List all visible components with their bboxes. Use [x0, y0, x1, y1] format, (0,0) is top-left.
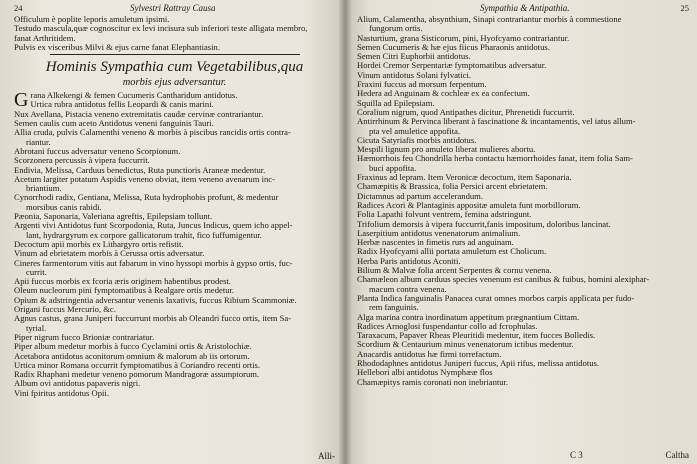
- text-line: Radix Hyofcyami allii portata amuletum est Cholicum.: [357, 247, 547, 257]
- text-line: Piper album medetur morbis à fucco Cyclamini ortis & Aristolochiæ.: [14, 342, 252, 352]
- right-catchword: Caltha: [665, 450, 689, 460]
- text-line: Rhododaphnes antidotus Juniperi fuccus, Apii rifus, melissa antidotus.: [357, 358, 600, 368]
- text-line: Origani fuccus Mercurio, &c.: [14, 305, 116, 315]
- text-line: Acetum largiter potatum Aspidis veneno obviat, item veneno avenarum inc-: [14, 174, 275, 184]
- left-page: [0, 0, 345, 464]
- text-line: Album ovi antidotus papaveris nigri.: [14, 379, 141, 389]
- section-subheading: morbis ejus adversantur.: [122, 77, 227, 89]
- text-line: Trifolium demorsis à vipera fuccurrit,fanis impositum, doloribus lancinat.: [357, 219, 611, 229]
- text-line: Radix Rhaphani medetur veneno pomorum Mandragoræ assumptorum.: [14, 370, 260, 380]
- text-line: Hæmorrhois feu Chondrilla herba contactu hæmorrhoides fanat, item folia Sam-: [357, 154, 633, 164]
- text-line: Folia Lapathi folvunt ventrem, femina adstringunt.: [357, 210, 532, 220]
- text-line: Squilla ad Epilepsiam.: [357, 98, 435, 108]
- text-line: Radices Arnoglosi fuspendantur collo ad fcrophulas.: [357, 321, 538, 331]
- text-line: Piper nigrum fucco Brioniæ contrariatur.: [14, 332, 155, 342]
- text-line: Alga marina contra inordinatum appetitum prægnantium Cittam.: [357, 312, 580, 322]
- left-page-number: 24: [14, 3, 23, 13]
- text-line: Urtica rubra antidotus fellis Leopardi & canis marini.: [30, 100, 214, 110]
- text-line: Chamæpitys ramis coronati non inebriantur.: [357, 377, 509, 387]
- text-line: Cynorrhodi radix, Gentiana, Melissa, Ruta hydrophobis profunt, & medentur: [14, 193, 279, 203]
- text-line: Nux Avellana, Pistacia veneno extremitatis caudæ cervinæ contrariantur.: [14, 109, 264, 119]
- right-page-number: 25: [680, 3, 689, 13]
- text-line: Laserpitium antidotus venenatorum animalium.: [357, 228, 521, 238]
- text-line: Scordium & Centaurium minus venenatorum ictibus medentur.: [357, 340, 574, 350]
- text-line: lant, hydrargyrum ex corpore gallicatorum trahit, fico fuffumigentur.: [26, 230, 262, 240]
- text-line: currit.: [26, 267, 47, 277]
- text-line: Herbæ nascentes in fimetis rurs ad anguinam.: [357, 238, 514, 248]
- text-line: Abrotani fuccus adversatur veneno Scorpionum.: [14, 146, 181, 156]
- section-rule: [50, 54, 300, 55]
- drop-cap: G: [14, 89, 29, 112]
- text-line: Mespili lignum pro amuleto liberat mulieres abortu.: [357, 145, 536, 155]
- section-heading: Hominis Sympathia cum Vegetabilibus,qua: [45, 59, 304, 76]
- text-line: Endivia, Melissa, Carduus benedictus, Ruta punctioris Araneæ medentur.: [14, 165, 266, 175]
- right-body-lines: [357, 15, 689, 387]
- text-line: Cicuta Satyriafis morbis antidotus.: [357, 135, 477, 145]
- text-line: Argenti vivi Antidotus funt Scorpodonia, Ruta, Juncus Indicus, quem icho appel-: [14, 221, 293, 231]
- text-line: Chamæleon album carduus species venenum est canibus & fuibus, homini alexiphar-: [357, 275, 650, 285]
- text-line: riantur.: [26, 137, 51, 147]
- text-line: Urtica minor Romana occurrit fymptomatibus à Coriandro recenti ortis.: [14, 360, 261, 370]
- text-line: macum contra venena.: [369, 284, 447, 294]
- text-line: Nasturtium, grana Sisticorum, pini, Hyofcyamo contrariantur.: [357, 33, 570, 43]
- text-line: tyrial.: [26, 323, 47, 333]
- text-line: Anacardis antidotus hæ firmi torrefactum.: [357, 349, 502, 359]
- text-line: Chamæpitis & Brassica, folia Persici arcent ebrietatem.: [357, 182, 548, 192]
- left-body-lines: [14, 91, 335, 398]
- right-page: [345, 0, 697, 464]
- text-line: Testudo mascula,quæ cognoscitur ex levi incisura sub inferiori teste alligata membro,: [14, 24, 308, 34]
- text-line: Scorzonera percussis à vipera fuccurrit.: [14, 156, 150, 166]
- text-line: Antirrhinum & Pervinca liberant à fascinatione & incantamentis, vel iatus allum-: [357, 117, 636, 127]
- text-line: Hordei Cremor Serpentariæ fymptomatibus adversatur.: [357, 61, 547, 71]
- left-running-head: [14, 3, 335, 14]
- left-running-title: Sylvestri Rattray Causa: [130, 3, 216, 13]
- text-line: Coralium nigrum, quod Antipathes dicitur, Phrenetidi fuccurrit.: [357, 107, 575, 117]
- signature-mark: C 3: [570, 450, 583, 460]
- text-line: Opium & adstringentia adversantur venenis laxativis, fuccus Ribium Scammoniæ.: [14, 295, 297, 305]
- left-top-lines: [14, 15, 335, 52]
- text-line: rem fanguinis.: [369, 303, 419, 313]
- text-line: pta vel amuletice appofita.: [369, 126, 461, 136]
- text-line: fanat Arthritidem.: [14, 33, 76, 43]
- text-line: Alium, Calamentha, absynthium, Sinapi contrariantur morbis à commestione: [357, 15, 622, 24]
- text-line: Pulvis ex visceribus Milvi & ejus carne fanat Elephantiasin.: [14, 42, 220, 52]
- text-line: Pæonia, Saponaria, Valeriana agreftis, Epilepsiam tollunt.: [14, 212, 213, 222]
- text-line: Hellebori albi antidotus Nymphææ flos: [357, 368, 493, 378]
- text-line: Semen Cucumeris & hæ ejus fiicus Pharaonis antidotus.: [357, 42, 550, 52]
- right-running-title: Sympathia & Antipathia.: [479, 3, 570, 13]
- text-line: Dictamnus ad partum accelerandum.: [357, 191, 483, 201]
- text-line: Vinum antidotus Solani fylvatici.: [357, 70, 472, 80]
- book-gutter: [338, 0, 352, 464]
- text-line: Vinum ad ebrietatem morbis à Cerussa ortis adversatur.: [14, 249, 205, 259]
- text-line: Fraxinus ad lepram. Item Veronicæ decoctum, item Saponaria.: [357, 173, 572, 183]
- left-catchword: Alli-: [318, 451, 335, 461]
- text-line: buci appofita.: [369, 163, 417, 173]
- text-line: Oleum nucleorum pini fymptomatibus à Realgare ortis medetur.: [14, 286, 235, 296]
- text-line: rana Alkekengi & femen Cucumeris Cantharidum antidotus.: [30, 91, 238, 101]
- text-line: Allia cruda, pulvis Calamenthi veneno & morbis à piscibus rancidis ortis contra-: [14, 128, 291, 138]
- text-line: Semen Citri Euphorbii antidotus.: [357, 52, 471, 62]
- text-line: Taraxacum, Papaver Rheas Pleuritidi medentur, item fucces Bolledis.: [357, 331, 596, 341]
- text-line: Acetabora antidotus aconitorum omnium & malorum ab iis ortorum.: [14, 351, 250, 361]
- text-line: Apii fuccus morbis ex fcoria æris originem habentibus prodest.: [14, 277, 231, 287]
- text-line: Fraxini fuccus ad morsum ferpentum.: [357, 80, 487, 90]
- text-line: Agnus castus, grana Juniperi fuccurrunt morbis ab Oleandri fucco ortis, item Sa-: [14, 314, 292, 324]
- text-line: Officulum è poplite leporis amuletum ipsimi.: [14, 15, 170, 24]
- text-line: Planta Indica fanguinalis Panacea curat omnes morbos carpis applicata per fudo-: [357, 293, 635, 303]
- text-line: Radices Acori & Plantaginis appositæ amuleta funt morbillorum.: [357, 200, 581, 210]
- text-line: Vini fpiritus antidotus Opii.: [14, 388, 109, 398]
- text-line: fungorum ortis.: [369, 24, 423, 34]
- text-line: briantium.: [26, 184, 62, 194]
- text-line: Bilium & Malvæ folia arcent Serpentes & cornu venena.: [357, 266, 552, 276]
- text-line: Decoctum apii morbis ex Lithargyro ortis refistit.: [14, 239, 184, 249]
- text-line: Semen caulis cum aceto Antidotus veneni fanguinis Tauri.: [14, 119, 214, 129]
- right-running-head: [357, 3, 689, 14]
- text-line: Hedera ad Anguinam & cochleæ ex ea confectum.: [357, 89, 530, 99]
- text-line: morsibus canis rabidi.: [26, 202, 102, 212]
- text-line: Cineres farmentorum vitis aut fabarum in vino hyssopi morbis à gypso ortis, fuc-: [14, 258, 293, 268]
- text-line: Herba Paris antidotus Aconiti.: [357, 256, 461, 266]
